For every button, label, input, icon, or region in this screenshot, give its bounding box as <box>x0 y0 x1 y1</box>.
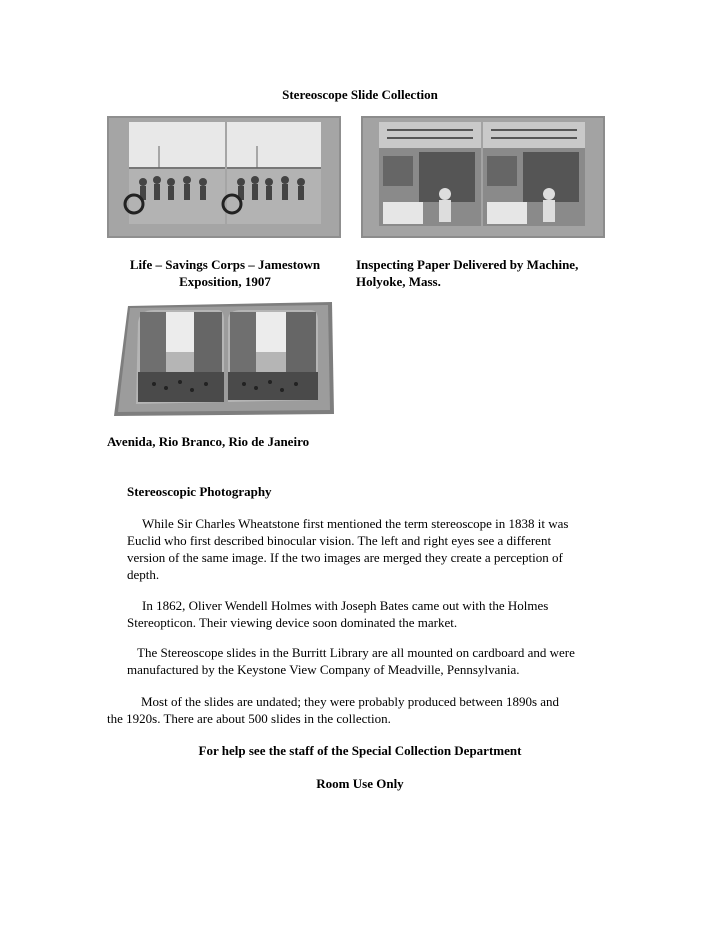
stereo-slide-inspecting-paper <box>361 116 605 238</box>
help-notice: For help see the staff of the Special Collection Department <box>198 743 522 758</box>
slide-caption-avenida-rio-branco: Avenida, Rio Branco, Rio de Janeiro <box>107 434 310 449</box>
paragraph-burritt-library: The Stereoscope slides in the Burritt Library are all mounted on cardboard and were manufactured by the Keystone View Company of Meadville, Pennsylvania. <box>127 645 575 677</box>
paragraph-undated-slides: Most of the slides are undated; they were probably produced between 1890s and the 1920s. There are about 500 slides in the collection. <box>107 694 560 726</box>
slide-caption-inspecting-paper: Inspecting Paper Delivered by Machine, Holyoke, Mass. <box>356 257 579 289</box>
stereo-slide-avenida-rio-branco <box>114 302 336 416</box>
paragraph-holmes: In 1862, Oliver Wendell Holmes with Joseph Bates came out with the Holmes Stereopticon. Their viewing device soon dominated the market. <box>127 598 549 630</box>
stereo-slide-life-savings-corps <box>107 116 341 238</box>
paragraph-wheatstone: While Sir Charles Wheatstone first mentioned the term stereoscope in 1838 it was Euclid who first described binocular vision. The left and right eyes see a different version of the same image. If the two images are merged they create a perception of depth. <box>127 516 569 582</box>
section-heading: Stereoscopic Photography <box>127 484 272 499</box>
room-use-notice: Room Use Only <box>316 776 404 791</box>
page-title: Stereoscope Slide Collection <box>282 87 438 102</box>
slide-caption-life-savings-corps: Life – Savings Corps – Jamestown Exposition, 1907 <box>129 257 321 289</box>
